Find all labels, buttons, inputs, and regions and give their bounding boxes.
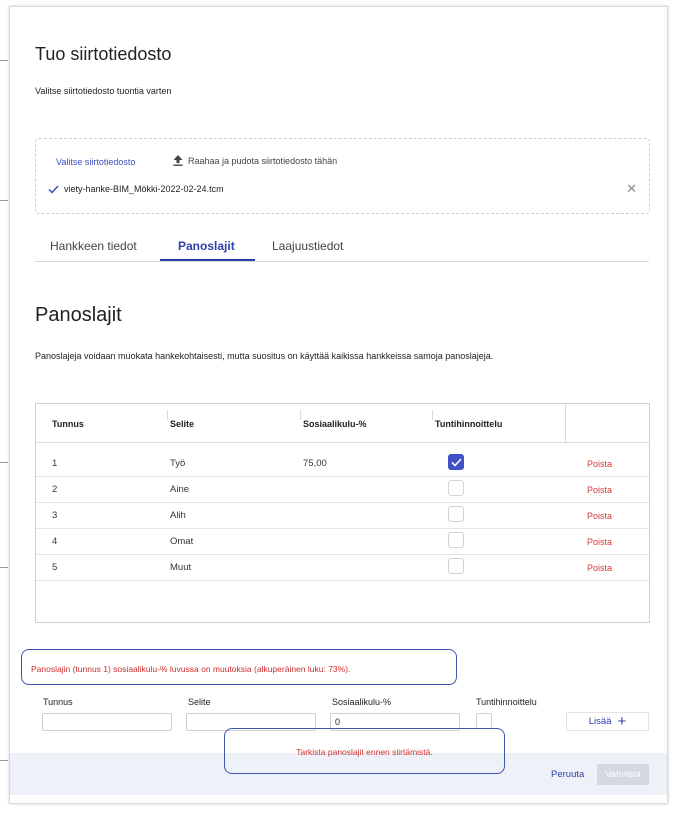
drag-drop-hint xyxy=(173,155,337,166)
change-warning-text: Panoslajin (tunnus 1) sosiaalikulu-% luvussa on muutoksia (alkuperäinen luku: 73%). xyxy=(31,664,351,674)
active-tab-indicator xyxy=(160,259,255,261)
footer-warning-text: Tarkista panoslajit ennen siirtämistä. xyxy=(296,747,433,757)
file-dropzone[interactable] xyxy=(35,138,650,214)
table-row xyxy=(36,528,649,555)
delete-button[interactable]: Poista xyxy=(587,563,613,573)
upload-icon xyxy=(173,155,183,166)
check-icon xyxy=(451,458,462,467)
check-icon xyxy=(48,185,59,194)
row-id: 4 xyxy=(52,536,58,547)
dialog-title: Tuo siirtotiedosto xyxy=(35,44,172,64)
new-description-label: Selite xyxy=(188,697,211,707)
confirm-button[interactable]: Vahvista xyxy=(597,764,649,785)
row-description: Alih xyxy=(170,510,186,521)
file-name: viety-hanke-BIM_Mökki-2022-02-24.tcm xyxy=(64,184,224,194)
row-description: Aine xyxy=(170,484,190,495)
hourly-checkbox[interactable] xyxy=(448,506,464,522)
column-header-description[interactable]: Selite xyxy=(170,419,195,429)
tab-project-info[interactable]: Hankkeen tiedot xyxy=(50,239,137,253)
row-description: Muut xyxy=(170,562,192,573)
plus-icon: + xyxy=(617,712,627,730)
row-id: 2 xyxy=(52,484,58,495)
new-hourly-label: Tuntihinnoittelu xyxy=(476,697,537,707)
table-row xyxy=(36,502,649,529)
column-separator xyxy=(167,410,168,420)
add-button-label: Lisää xyxy=(588,716,612,727)
remove-file-icon[interactable]: ✕ xyxy=(626,181,637,196)
delete-button[interactable]: Poista xyxy=(587,537,613,547)
new-id-label: Tunnus xyxy=(43,697,73,707)
section-title: Panoslajit xyxy=(35,304,122,326)
hourly-checkbox[interactable] xyxy=(448,558,464,574)
section-description: Panoslajeja voidaan muokata hankekohtaisesti, mutta suositus on käyttää kaikissa hankkeissa samoja panoslajeja. xyxy=(35,351,494,361)
backdrop-line xyxy=(0,462,8,463)
row-id: 1 xyxy=(52,458,58,469)
backdrop-line xyxy=(0,200,8,201)
footer-warning xyxy=(224,728,505,774)
column-separator xyxy=(300,410,301,420)
row-description: Omat xyxy=(170,536,194,547)
delete-button[interactable]: Poista xyxy=(587,485,613,495)
row-id: 5 xyxy=(52,562,58,573)
tab-scope-info[interactable]: Laajuustiedot xyxy=(272,239,344,253)
tab-cost-types[interactable]: Panoslajit xyxy=(178,239,235,253)
hourly-checkbox[interactable] xyxy=(448,532,464,548)
table-row xyxy=(36,476,649,503)
cancel-button[interactable]: Peruuta xyxy=(551,769,585,780)
column-header-social[interactable]: Sosiaalikulu-% xyxy=(303,419,367,429)
new-id-input[interactable] xyxy=(42,713,172,731)
table-header xyxy=(36,404,649,443)
delete-button[interactable]: Poista xyxy=(587,459,613,469)
new-social-label: Sosiaalikulu-% xyxy=(332,697,392,707)
table-row xyxy=(36,554,649,581)
column-separator xyxy=(432,410,433,420)
dialog-subtitle: Valitse siirtotiedosto tuontia varten xyxy=(35,86,172,96)
selected-file xyxy=(48,184,224,194)
table-row xyxy=(36,450,649,477)
change-warning xyxy=(21,649,457,685)
tab-bar xyxy=(35,237,649,262)
add-button[interactable] xyxy=(566,712,649,731)
hourly-checkbox[interactable] xyxy=(448,454,464,470)
import-dialog xyxy=(9,6,668,804)
column-header-id[interactable]: Tunnus xyxy=(52,419,84,429)
drag-drop-label: Raahaa ja pudota siirtotiedosto tähän xyxy=(188,155,338,166)
column-header-hourly[interactable]: Tuntihinnoittelu xyxy=(435,419,503,429)
backdrop-line xyxy=(0,60,8,61)
new-hourly-checkbox[interactable] xyxy=(476,713,492,729)
backdrop-line xyxy=(0,760,8,761)
row-description: Työ xyxy=(170,458,186,469)
row-id: 3 xyxy=(52,510,58,521)
row-social: 75,00 xyxy=(303,458,327,469)
column-separator xyxy=(565,404,566,442)
hourly-checkbox[interactable] xyxy=(448,480,464,496)
backdrop-line xyxy=(0,567,8,568)
select-file-link[interactable]: Valitse siirtotiedosto xyxy=(56,157,136,167)
delete-button[interactable]: Poista xyxy=(587,511,613,521)
cost-types-table xyxy=(35,403,650,623)
